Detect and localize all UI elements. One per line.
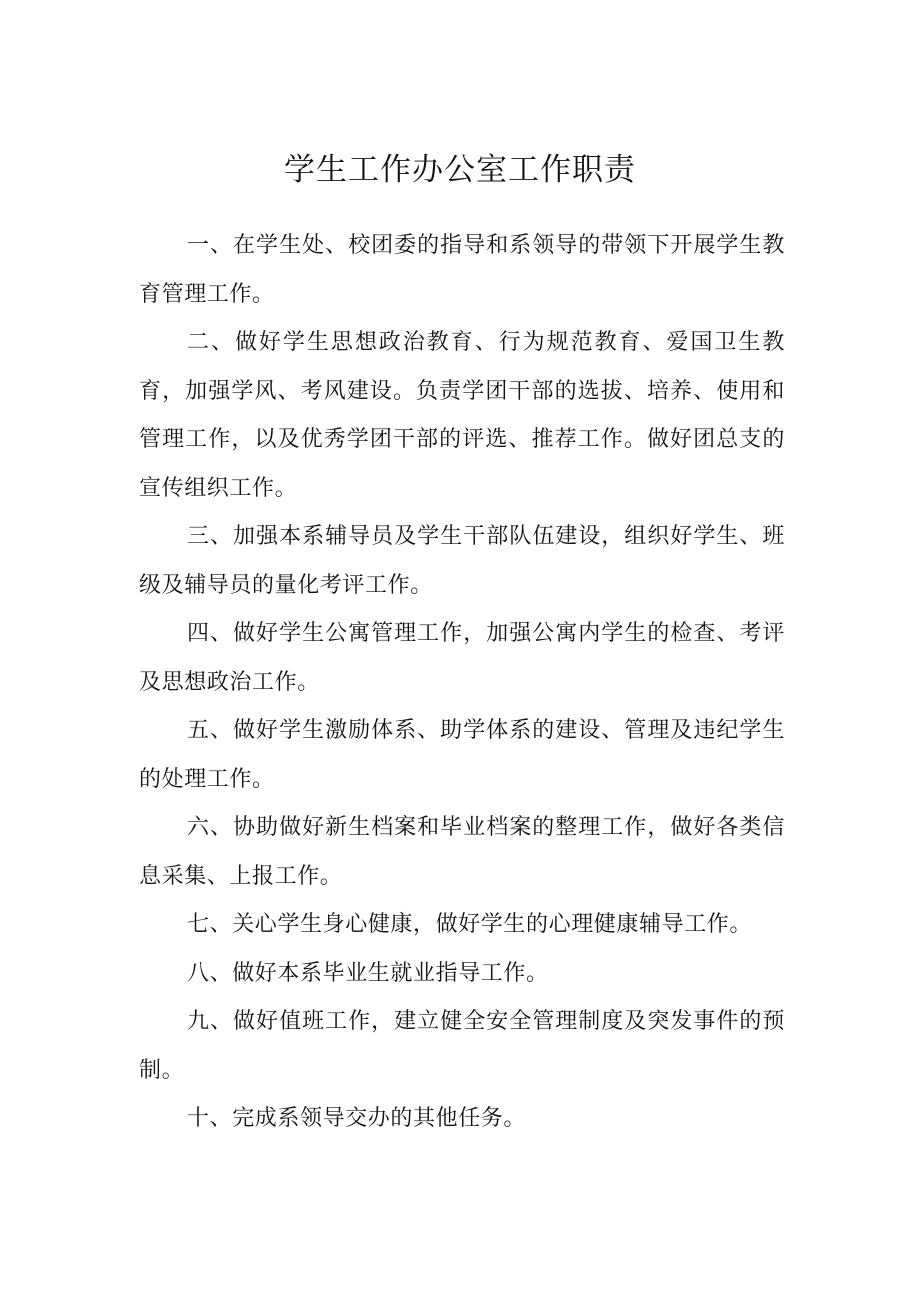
duty-item-4: 四、做好学生公寓管理工作，加强公寓内学生的检查、考评及思想政治工作。 xyxy=(139,621,785,695)
duty-item-5: 五、做好学生激励体系、助学体系的建设、管理及违纪学生的处理工作。 xyxy=(139,718,785,792)
duty-item-10: 十、完成系领导交办的其他任务。 xyxy=(187,1106,527,1131)
duty-item-7: 七、关心学生身心健康，做好学生的心理健康辅导工作。 xyxy=(187,912,753,937)
duty-item-1: 一、在学生处、校团委的指导和系领导的带领下开展学生教育管理工作。 xyxy=(139,233,785,307)
duty-item-9: 九、做好值班工作，建立健全安全管理制度及突发事件的预制。 xyxy=(139,1009,785,1083)
duty-item-3: 三、加强本系辅导员及学生干部队伍建设，组织好学生、班级及辅导员的量化考评工作。 xyxy=(139,524,785,598)
duty-item-8: 八、做好本系毕业生就业指导工作。 xyxy=(187,960,549,986)
duty-item-6: 六、协助做好新生档案和毕业档案的整理工作，做好各类信息采集、上报工作。 xyxy=(139,815,785,889)
duty-item-2: 二、做好学生思想政治教育、行为规范教育、爱国卫生教育，加强学风、考风建设。负责学团干部的选拔、培养、使用和管理工作，以及优秀学团干部的评选、推荐工作。做好团总支的宣传组织工作。 xyxy=(139,330,785,501)
document-title: 学生工作办公室工作职责 xyxy=(284,152,636,188)
document-body xyxy=(139,222,785,1144)
